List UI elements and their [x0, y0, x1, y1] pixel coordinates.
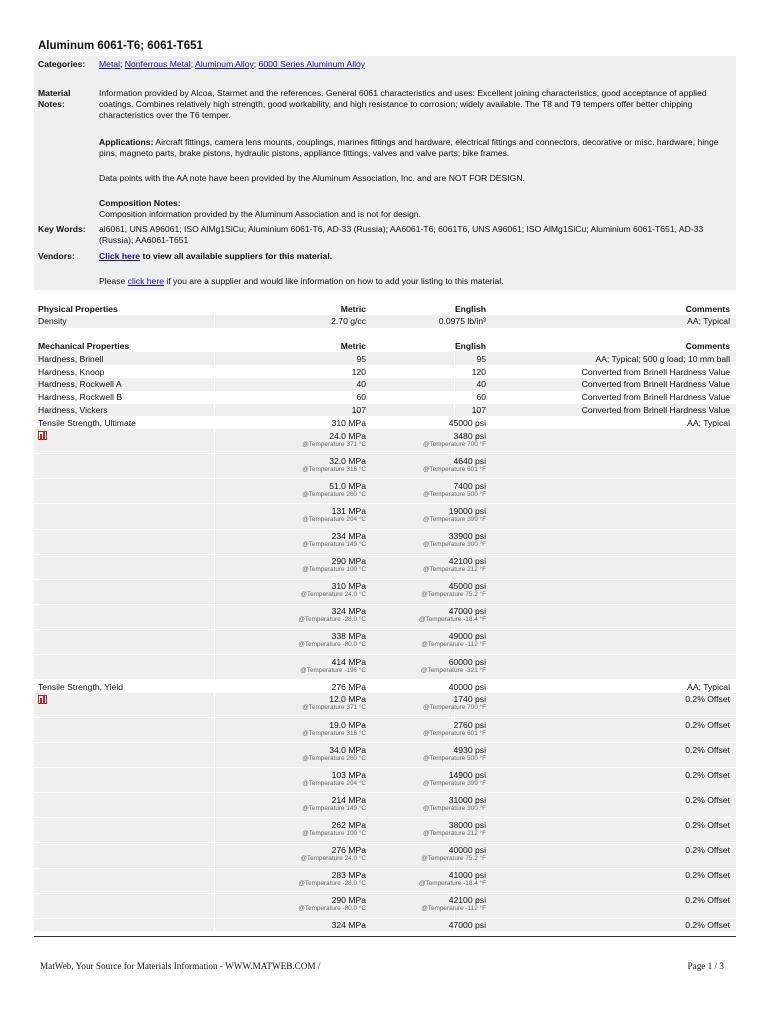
metric-value: [214, 481, 366, 499]
metric-value: [214, 745, 366, 763]
view-suppliers-text: to view all available suppliers for this material.: [140, 251, 333, 261]
metric-condition: @Temperature -28.0 °C: [298, 880, 366, 888]
uts-temperature-rows: [34, 429, 736, 680]
comments-header: Comments: [685, 303, 730, 314]
section-title: Mechanical Properties: [38, 341, 130, 352]
table-row: [34, 919, 736, 932]
comment-value: 0.2% Offset: [685, 744, 730, 755]
metric-value: 107: [351, 405, 366, 416]
metric-value: [214, 895, 366, 913]
table-row-hardness-knoop: [34, 365, 736, 378]
metric-number: 131 MPa: [331, 505, 366, 516]
english-value: [366, 606, 486, 624]
category-sep: ;: [253, 59, 259, 69]
english-value: [366, 920, 486, 930]
metric-value: [214, 606, 366, 624]
category-sep: ;: [120, 59, 125, 69]
english-value: [366, 431, 486, 449]
category-sep: ;: [190, 59, 196, 69]
comment-value: AA; Typical; 500 g load; 10 mm ball: [595, 353, 730, 364]
metric-number: 262 MPa: [331, 819, 366, 830]
metric-condition: @Temperature 260 °C: [302, 754, 366, 762]
metric-value: [214, 431, 366, 449]
comment-value: 0.2% Offset: [685, 920, 730, 931]
english-number: 33900 psi: [448, 531, 486, 542]
category-link-nonferrous[interactable]: Nonferrous Metal: [124, 59, 191, 69]
comment-value: Converted from Brinell Hardness Value: [581, 392, 730, 403]
table-row-density: [34, 315, 736, 328]
english-condition: @Temperature 75.2 °F: [421, 591, 486, 599]
metric-number: 276 MPa: [331, 844, 366, 855]
english-condition: @Temperature 399 °F: [422, 515, 486, 523]
metric-number: 290 MPa: [331, 556, 366, 567]
metric-condition: @Temperature -80.0 °C: [298, 905, 366, 913]
supplier-info-link[interactable]: click here: [127, 276, 164, 286]
metric-value: [214, 845, 366, 863]
category-link-metal[interactable]: Metal: [99, 59, 121, 69]
metric-number: 214 MPa: [331, 794, 366, 805]
comment-value: AA; Typical: [687, 681, 730, 692]
english-number: 60000 psi: [448, 656, 486, 667]
english-condition: @Temperature 700 °F: [422, 704, 486, 712]
metric-value: [214, 720, 366, 738]
comment-value: AA; Typical: [687, 316, 730, 327]
page-title: Aluminum 6061-T6; 6061-T651: [38, 40, 203, 52]
metric-number: 324 MPa: [331, 606, 366, 617]
english-value: [366, 631, 486, 649]
english-value: [366, 657, 486, 675]
metric-number: 310 MPa: [331, 581, 366, 592]
english-value: 40000 psi: [448, 681, 486, 692]
property-name: Hardness, Rockwell B: [38, 392, 123, 403]
english-value: [366, 770, 486, 788]
english-number: 42100 psi: [448, 895, 486, 906]
mechanical-properties-header: [34, 340, 736, 353]
metric-number: 324 MPa: [331, 920, 366, 931]
english-value: [366, 845, 486, 863]
metric-value: [214, 795, 366, 813]
metric-number: 24.0 MPa: [329, 430, 366, 441]
footer-rule: [34, 936, 736, 937]
category-link-aluminum-alloy[interactable]: Aluminum Alloy: [195, 59, 254, 69]
metric-condition: @Temperature 371 °C: [302, 440, 366, 448]
english-value: [366, 456, 486, 474]
english-value: 107: [471, 405, 486, 416]
property-name: Hardness, Knoop: [38, 366, 105, 377]
english-number: 2760 psi: [453, 719, 486, 730]
composition-notes-label: Composition Notes:: [99, 198, 181, 208]
english-condition: @Temperature 601 °F: [422, 729, 486, 737]
english-number: 47000 psi: [448, 606, 486, 617]
comment-value: Converted from Brinell Hardness Value: [581, 366, 730, 377]
english-number: 47000 psi: [448, 920, 486, 931]
section-title: Physical Properties: [38, 303, 118, 314]
metric-value: 60: [356, 392, 366, 403]
material-notes-label-1: Material: [38, 88, 71, 98]
table-row: [34, 743, 736, 768]
metric-condition: @Temperature 204 °C: [302, 515, 366, 523]
metric-value: [214, 657, 366, 675]
comment-value: 0.2% Offset: [685, 694, 730, 705]
metric-value: [214, 694, 366, 712]
comment-value: 0.2% Offset: [685, 844, 730, 855]
property-name: Tensile Strength, Ultimate: [38, 417, 136, 428]
view-suppliers-link[interactable]: Click here: [99, 251, 141, 261]
applications-label: Applications:: [99, 137, 154, 147]
english-condition: @Temperature 300 °F: [422, 804, 486, 812]
english-value: 60: [476, 392, 486, 403]
material-notes-text: Information provided by Alcoa, Starmet and the references. General 6061 characteristics and uses: Excellent joining characteristics, good acceptance of applied coatings. Combines relatively high strength, good workability, and high resistance to corrosion; widely available. The T8 and T9 tempers offer better chipping characteristics over the T6 temper.: [99, 88, 707, 120]
english-number: 40000 psi: [448, 844, 486, 855]
metric-number: 12.0 MPa: [329, 694, 366, 705]
english-number: 3480 psi: [453, 430, 486, 441]
table-row-hardness-brinell: [34, 352, 736, 365]
english-value: [366, 531, 486, 549]
table-row: [34, 718, 736, 743]
metric-condition: @Temperature 149 °C: [302, 541, 366, 549]
table-row: [34, 530, 736, 555]
vendors-please-text: Please: [99, 276, 128, 286]
aa-note-text: Data points with the AA note have been provided by the Aluminum Association, Inc. and are NOT FOR DESIGN.: [99, 173, 525, 183]
applications-text: [99, 137, 729, 159]
metric-condition: @Temperature 100 °C: [302, 829, 366, 837]
metric-header: Metric: [340, 303, 366, 314]
english-number: 4930 psi: [453, 744, 486, 755]
table-row: [34, 655, 736, 680]
english-value: 0.0975 lb/in³: [438, 316, 486, 327]
chart-icon[interactable]: [38, 695, 47, 704]
table-row: [34, 605, 736, 630]
metric-condition: @Temperature 204 °C: [302, 779, 366, 787]
property-name: Hardness, Rockwell A: [38, 379, 122, 390]
category-link-6000-series[interactable]: 6000 Series Aluminum Alloy: [258, 59, 366, 69]
vendors-line-1: [99, 251, 729, 262]
metric-number: 32.0 MPa: [329, 455, 366, 466]
key-words-label: Key Words:: [38, 224, 86, 234]
english-condition: @Temperature 212 °F: [422, 566, 486, 574]
english-number: 1740 psi: [453, 694, 486, 705]
metric-condition: @Temperature 316 °C: [302, 729, 366, 737]
english-condition: @Temperature -112 °F: [421, 905, 486, 913]
comment-value: 0.2% Offset: [685, 719, 730, 730]
english-condition: @Temperature 500 °F: [422, 490, 486, 498]
metric-number: 283 MPa: [331, 870, 366, 881]
yield-temperature-rows: [34, 693, 736, 932]
comment-value: 0.2% Offset: [685, 819, 730, 830]
english-value: [366, 506, 486, 524]
metric-number: 338 MPa: [331, 631, 366, 642]
comment-value: AA; Typical: [687, 417, 730, 428]
metric-condition: @Temperature -196 °C: [300, 666, 366, 674]
english-value: 120: [471, 366, 486, 377]
metric-condition: @Temperature 24.0 °C: [300, 591, 366, 599]
composition-notes-text: Composition information provided by the Aluminum Association and is not for design.: [99, 209, 421, 219]
property-name: Hardness, Vickers: [38, 405, 108, 416]
english-value: [366, 720, 486, 738]
english-number: 19000 psi: [448, 505, 486, 516]
english-value: [366, 556, 486, 574]
english-condition: @Temperature -321 °F: [420, 666, 486, 674]
english-number: 42100 psi: [448, 556, 486, 567]
table-row: [34, 768, 736, 793]
english-number: 4640 psi: [453, 455, 486, 466]
english-condition: @Temperature 212 °F: [422, 829, 486, 837]
metric-value: 276 MPa: [331, 681, 366, 692]
metric-condition: @Temperature 24.0 °C: [300, 854, 366, 862]
english-value: [366, 745, 486, 763]
applications-body: Aircraft fittings, camera lens mounts, couplings, marines fittings and hardware, electrical fittings and connectors, decorative or misc. hardware, hinge pins, magneto parts, brake pistons, hydraulic pistons, appliance fittings, valves and valve parts; bike frames.: [99, 137, 719, 158]
english-number: 31000 psi: [448, 794, 486, 805]
table-row: [34, 580, 736, 605]
table-row-tensile-ultimate: [34, 416, 736, 429]
english-value: [366, 820, 486, 838]
english-value: 95: [476, 353, 486, 364]
table-row-hardness-rockwell-a: [34, 378, 736, 391]
table-row: [34, 843, 736, 868]
footer-page-number: Page 1 / 3: [687, 961, 724, 971]
english-condition: @Temperature 300 °F: [422, 541, 486, 549]
english-header: English: [454, 303, 486, 314]
metric-condition: @Temperature 371 °C: [302, 704, 366, 712]
english-value: 40: [476, 379, 486, 390]
english-number: 45000 psi: [448, 581, 486, 592]
metric-value: 2.70 g/cc: [331, 316, 366, 327]
metric-number: 51.0 MPa: [329, 480, 366, 491]
table-row-hardness-rockwell-b: [34, 391, 736, 404]
property-name: Tensile Strength, Yield: [38, 681, 124, 692]
metric-value: [214, 456, 366, 474]
metric-value: 310 MPa: [331, 417, 366, 428]
english-condition: @Temperature -18.4 °F: [419, 880, 486, 888]
key-words-text: al6061, UNS A96061; ISO AlMg1SiCu; Aluminium 6061-T6, AD-33 (Russia); AA6061-T6; 6061T6, UNS A96061; ISO AlMg1SiCu; Aluminium 6061-T651, AD-33 (Russia); AA6061-T651: [99, 224, 704, 245]
english-condition: @Temperature -18.4 °F: [419, 616, 486, 624]
english-header: English: [454, 341, 486, 352]
categories-label: Categories:: [38, 59, 86, 69]
english-condition: @Temperature 500 °F: [422, 754, 486, 762]
metric-condition: @Temperature 149 °C: [302, 804, 366, 812]
metric-value: [214, 556, 366, 574]
vendors-label: Vendors:: [38, 251, 75, 261]
table-row-hardness-vickers: [34, 404, 736, 417]
english-value: [366, 795, 486, 813]
table-row: [34, 555, 736, 580]
vendors-line-2: [99, 276, 729, 287]
table-row: [34, 693, 736, 718]
supplier-info-text: if you are a supplier and would like information on how to add your listing to this material.: [163, 276, 504, 286]
english-number: 41000 psi: [448, 870, 486, 881]
table-row: [34, 894, 736, 919]
table-row: [34, 869, 736, 894]
table-row: [34, 454, 736, 479]
metric-condition: @Temperature 100 °C: [302, 566, 366, 574]
metric-condition: @Temperature -28.0 °C: [298, 616, 366, 624]
english-value: [366, 870, 486, 888]
physical-properties-header: [34, 302, 736, 315]
english-condition: @Temperature -112 °F: [421, 641, 486, 649]
table-row: [34, 429, 736, 454]
english-value: [366, 694, 486, 712]
metric-number: 290 MPa: [331, 895, 366, 906]
english-value: [366, 481, 486, 499]
english-value: [366, 895, 486, 913]
metric-value: [214, 920, 366, 930]
comments-header: Comments: [685, 341, 730, 352]
property-name: Hardness, Brinell: [38, 353, 104, 364]
table-row: [34, 504, 736, 529]
property-table: [34, 302, 736, 932]
metric-value: 40: [356, 379, 366, 390]
metric-number: 414 MPa: [331, 656, 366, 667]
table-row: [34, 818, 736, 843]
english-condition: @Temperature 75.2 °F: [421, 854, 486, 862]
property-name: Density: [38, 316, 67, 327]
comment-value: Converted from Brinell Hardness Value: [581, 379, 730, 390]
english-number: 7400 psi: [453, 480, 486, 491]
metric-condition: @Temperature 260 °C: [302, 490, 366, 498]
metric-value: [214, 870, 366, 888]
english-value: [366, 581, 486, 599]
comment-value: 0.2% Offset: [685, 769, 730, 780]
english-condition: @Temperature 700 °F: [422, 440, 486, 448]
categories-links: [99, 59, 729, 70]
table-row-tensile-yield: [34, 680, 736, 693]
metric-value: [214, 531, 366, 549]
table-row: [34, 793, 736, 818]
metric-value: [214, 631, 366, 649]
comment-value: 0.2% Offset: [685, 794, 730, 805]
comment-value: 0.2% Offset: [685, 895, 730, 906]
english-number: 49000 psi: [448, 631, 486, 642]
metric-condition: @Temperature 316 °C: [302, 465, 366, 473]
chart-icon[interactable]: [38, 431, 47, 440]
table-row: [34, 479, 736, 504]
metric-number: 234 MPa: [331, 531, 366, 542]
metric-value: 120: [351, 366, 366, 377]
metric-value: 95: [356, 353, 366, 364]
footer-source: MatWeb, Your Source for Materials Information - WWW.MATWEB.COM /: [40, 961, 321, 971]
metric-number: 19.0 MPa: [329, 719, 366, 730]
metric-condition: @Temperature -80.0 °C: [298, 641, 366, 649]
table-row: [34, 630, 736, 655]
comment-value: Converted from Brinell Hardness Value: [581, 405, 730, 416]
english-number: 14900 psi: [448, 769, 486, 780]
comment-value: 0.2% Offset: [685, 870, 730, 881]
metric-number: 34.0 MPa: [329, 744, 366, 755]
metric-number: 103 MPa: [331, 769, 366, 780]
metric-value: [214, 506, 366, 524]
english-condition: @Temperature 399 °F: [422, 779, 486, 787]
english-value: 45000 psi: [448, 417, 486, 428]
metric-value: [214, 581, 366, 599]
metric-value: [214, 770, 366, 788]
english-condition: @Temperature 601 °F: [422, 465, 486, 473]
material-notes-label-2: Notes:: [38, 99, 65, 109]
english-number: 38000 psi: [448, 819, 486, 830]
metric-header: Metric: [340, 341, 366, 352]
metric-value: [214, 820, 366, 838]
